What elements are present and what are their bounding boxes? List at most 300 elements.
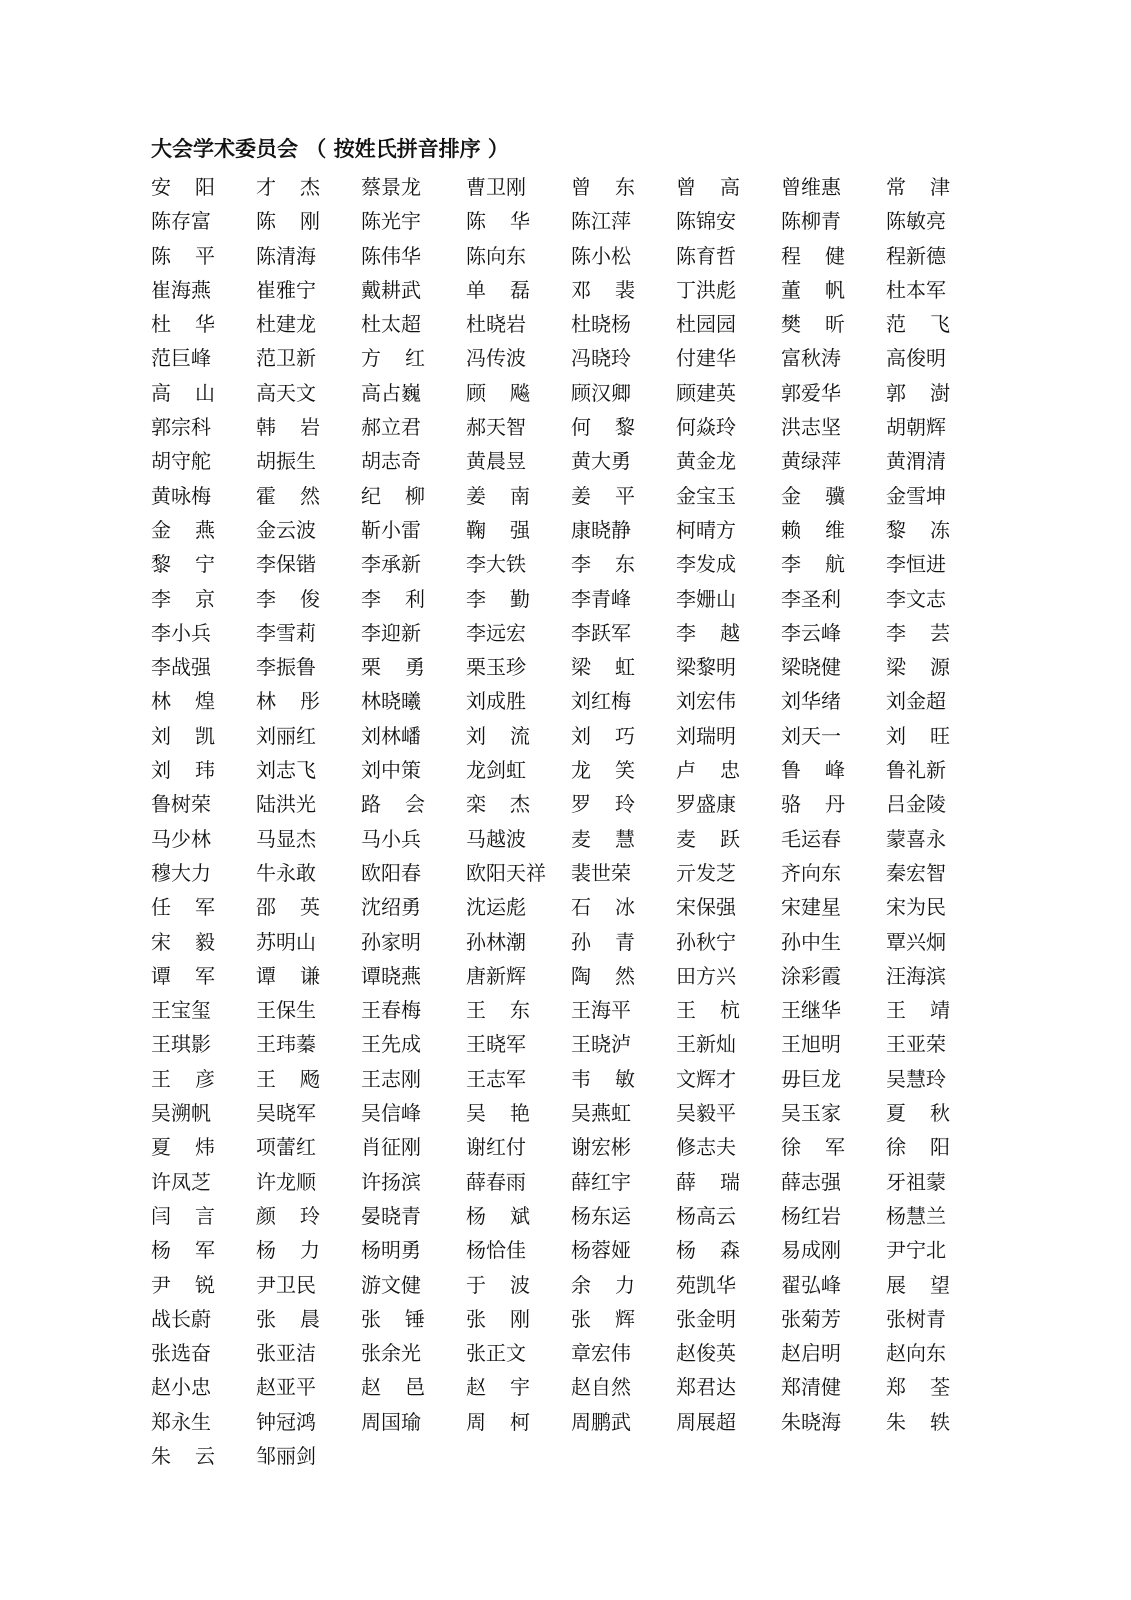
member-name: 龙剑虹 bbox=[466, 758, 526, 783]
member-name: 李跃军 bbox=[571, 620, 631, 645]
member-name: 李云峰 bbox=[781, 620, 841, 645]
member-name: 张 辉 bbox=[571, 1306, 635, 1331]
member-name: 周 柯 bbox=[466, 1409, 530, 1434]
member-name: 王旭明 bbox=[781, 1032, 841, 1057]
member-name: 王玮蓁 bbox=[256, 1032, 316, 1057]
member-name: 马少林 bbox=[151, 826, 211, 851]
member-name: 鞠 强 bbox=[466, 517, 530, 542]
member-name: 樊 昕 bbox=[781, 312, 845, 337]
member-name: 吴燕虹 bbox=[571, 1101, 631, 1126]
member-name: 杨 森 bbox=[676, 1238, 740, 1263]
member-name: 孙中生 bbox=[781, 929, 841, 954]
member-name: 覃兴炯 bbox=[886, 929, 946, 954]
member-name: 杜本军 bbox=[886, 277, 946, 302]
member-name: 鲁树荣 bbox=[151, 792, 211, 817]
member-name: 方 红 bbox=[361, 346, 425, 371]
member-name: 范巨峰 bbox=[151, 346, 211, 371]
member-name: 李保锴 bbox=[256, 552, 316, 577]
member-name: 吴信峰 bbox=[361, 1101, 421, 1126]
member-name: 周展超 bbox=[676, 1409, 736, 1434]
member-name: 尹宁北 bbox=[886, 1238, 946, 1263]
member-name: 展 望 bbox=[886, 1272, 950, 1297]
member-name: 李 京 bbox=[151, 586, 215, 611]
member-name: 尹 锐 bbox=[151, 1272, 215, 1297]
member-name: 曾维惠 bbox=[781, 175, 841, 199]
member-name: 游文健 bbox=[361, 1272, 421, 1297]
member-name: 朱晓海 bbox=[781, 1409, 841, 1434]
member-name: 吴溯帆 bbox=[151, 1101, 211, 1126]
member-name: 黄大勇 bbox=[571, 449, 631, 474]
member-name: 才 杰 bbox=[256, 175, 320, 199]
member-name: 张 刚 bbox=[466, 1306, 530, 1331]
member-name: 张树青 bbox=[886, 1306, 946, 1331]
member-name: 常 津 bbox=[886, 175, 950, 199]
member-name: 陈小松 bbox=[571, 243, 631, 268]
member-name: 李大铁 bbox=[466, 552, 526, 577]
member-name: 毋巨龙 bbox=[781, 1066, 841, 1091]
member-name: 杜晓岩 bbox=[466, 312, 526, 337]
member-name: 孙 青 bbox=[571, 929, 635, 954]
member-name: 陈锦安 bbox=[676, 209, 736, 234]
member-name: 陈江萍 bbox=[571, 209, 631, 234]
member-name: 战长蔚 bbox=[151, 1306, 211, 1331]
member-name: 李姗山 bbox=[676, 586, 736, 611]
member-name: 杨东运 bbox=[571, 1203, 631, 1228]
member-name: 林晓曦 bbox=[361, 689, 421, 714]
member-name: 姜 南 bbox=[466, 483, 530, 508]
member-name: 韦 敏 bbox=[571, 1066, 635, 1091]
member-name: 陈 平 bbox=[151, 243, 215, 268]
member-name: 高天文 bbox=[256, 380, 316, 405]
member-name: 王志军 bbox=[466, 1066, 526, 1091]
member-name: 张金明 bbox=[676, 1306, 736, 1331]
member-name: 刘 玮 bbox=[151, 758, 215, 783]
member-name: 高占巍 bbox=[361, 380, 421, 405]
member-name: 李发成 bbox=[676, 552, 736, 577]
member-name: 裴世荣 bbox=[571, 860, 631, 885]
member-name: 宋为民 bbox=[886, 895, 946, 920]
member-name: 薛红宇 bbox=[571, 1169, 631, 1194]
member-name: 郑清健 bbox=[781, 1375, 841, 1400]
member-name: 柯晴方 bbox=[676, 517, 736, 542]
member-name: 晏晓青 bbox=[361, 1203, 421, 1228]
member-name: 张 晨 bbox=[256, 1306, 320, 1331]
member-name: 胡振生 bbox=[256, 449, 316, 474]
member-name: 欧阳天祥 bbox=[466, 860, 546, 885]
member-name: 黄绿萍 bbox=[781, 449, 841, 474]
member-name: 金云波 bbox=[256, 517, 316, 542]
member-name: 刘志飞 bbox=[256, 758, 316, 783]
member-name: 梁 源 bbox=[886, 655, 950, 680]
member-name: 李振鲁 bbox=[256, 655, 316, 680]
member-name: 翟弘峰 bbox=[781, 1272, 841, 1297]
member-name: 朱 轶 bbox=[886, 1409, 950, 1434]
member-name: 路 会 bbox=[361, 792, 425, 817]
member-name: 梁黎明 bbox=[676, 655, 736, 680]
member-name: 杨恰佳 bbox=[466, 1238, 526, 1263]
member-name: 陈 华 bbox=[466, 209, 530, 234]
member-name: 刘 旺 bbox=[886, 723, 950, 748]
member-name: 吕金陵 bbox=[886, 792, 946, 817]
member-name: 宋 毅 bbox=[151, 929, 215, 954]
member-name: 张 锤 bbox=[361, 1306, 425, 1331]
member-name: 陈育哲 bbox=[676, 243, 736, 268]
member-name: 麦 慧 bbox=[571, 826, 635, 851]
member-name: 黄渭清 bbox=[886, 449, 946, 474]
member-name: 吴晓军 bbox=[256, 1101, 316, 1126]
member-name: 梁 虹 bbox=[571, 655, 635, 680]
member-name: 王志刚 bbox=[361, 1066, 421, 1091]
member-name: 邓 裴 bbox=[571, 277, 635, 302]
member-name: 李 勤 bbox=[466, 586, 530, 611]
member-name: 范卫新 bbox=[256, 346, 316, 371]
member-name: 王晓泸 bbox=[571, 1032, 631, 1057]
member-name: 杨蓉娅 bbox=[571, 1238, 631, 1263]
member-name: 陈敏亮 bbox=[886, 209, 946, 234]
member-name: 孙家明 bbox=[361, 929, 421, 954]
member-name: 郑 荃 bbox=[886, 1375, 950, 1400]
member-name: 陶 然 bbox=[571, 963, 635, 988]
member-name: 田方兴 bbox=[676, 963, 736, 988]
member-name: 许龙顺 bbox=[256, 1169, 316, 1194]
member-name: 吴毅平 bbox=[676, 1101, 736, 1126]
member-name: 林 煌 bbox=[151, 689, 215, 714]
member-name: 王保生 bbox=[256, 998, 316, 1023]
member-name: 范 飞 bbox=[886, 312, 950, 337]
member-name: 刘瑞明 bbox=[676, 723, 736, 748]
member-name: 刘天一 bbox=[781, 723, 841, 748]
member-name: 龙 笑 bbox=[571, 758, 635, 783]
member-name: 苑凯华 bbox=[676, 1272, 736, 1297]
member-name: 吴玉家 bbox=[781, 1101, 841, 1126]
member-name: 金 燕 bbox=[151, 517, 215, 542]
member-name: 李小兵 bbox=[151, 620, 211, 645]
member-name: 陈光宇 bbox=[361, 209, 421, 234]
member-name: 王春梅 bbox=[361, 998, 421, 1023]
member-name: 陆洪光 bbox=[256, 792, 316, 817]
member-name: 沈绍勇 bbox=[361, 895, 421, 920]
member-name: 欧阳春 bbox=[361, 860, 421, 885]
member-name: 黄晨昱 bbox=[466, 449, 526, 474]
committee-title: 大会学术委员会 （ 按姓氏拼音排序 ） bbox=[151, 137, 509, 161]
member-name: 王 靖 bbox=[886, 998, 950, 1023]
member-name: 易成刚 bbox=[781, 1238, 841, 1263]
member-name: 穆大力 bbox=[151, 860, 211, 885]
member-name: 修志夫 bbox=[676, 1135, 736, 1160]
member-name: 杨 军 bbox=[151, 1238, 215, 1263]
member-name: 谢宏彬 bbox=[571, 1135, 631, 1160]
member-name: 靳小雷 bbox=[361, 517, 421, 542]
member-name: 卢 忠 bbox=[676, 758, 740, 783]
member-name: 李圣利 bbox=[781, 586, 841, 611]
member-name: 霍 然 bbox=[256, 483, 320, 508]
member-name: 张余光 bbox=[361, 1341, 421, 1366]
member-name: 杜太超 bbox=[361, 312, 421, 337]
member-name: 徐 军 bbox=[781, 1135, 845, 1160]
member-name: 孙林潮 bbox=[466, 929, 526, 954]
member-name: 胡守舵 bbox=[151, 449, 211, 474]
member-name: 崔海燕 bbox=[151, 277, 211, 302]
member-name: 宋建星 bbox=[781, 895, 841, 920]
member-name: 牛永敢 bbox=[256, 860, 316, 885]
member-name: 郝立君 bbox=[361, 415, 421, 440]
member-name: 王 东 bbox=[466, 998, 530, 1023]
member-name: 姜 平 bbox=[571, 483, 635, 508]
member-name: 石 冰 bbox=[571, 895, 635, 920]
member-name: 夏 秋 bbox=[886, 1101, 950, 1126]
member-name: 韩 岩 bbox=[256, 415, 320, 440]
member-name-grid bbox=[151, 170, 991, 1473]
member-name: 程新德 bbox=[886, 243, 946, 268]
member-name: 王继华 bbox=[781, 998, 841, 1023]
member-name: 章宏伟 bbox=[571, 1341, 631, 1366]
member-name: 顾建英 bbox=[676, 380, 736, 405]
member-name: 郑君达 bbox=[676, 1375, 736, 1400]
member-name: 任 军 bbox=[151, 895, 215, 920]
member-name: 罗 玲 bbox=[571, 792, 635, 817]
member-name: 鲁 峰 bbox=[781, 758, 845, 783]
member-name: 唐新辉 bbox=[466, 963, 526, 988]
member-name: 孙秋宁 bbox=[676, 929, 736, 954]
member-name: 金宝玉 bbox=[676, 483, 736, 508]
member-name: 牙祖蒙 bbox=[886, 1169, 946, 1194]
member-name: 杨 斌 bbox=[466, 1203, 530, 1228]
member-name: 赵俊英 bbox=[676, 1341, 736, 1366]
member-name: 顾 飚 bbox=[466, 380, 530, 405]
member-name: 李青峰 bbox=[571, 586, 631, 611]
member-name: 刘华绪 bbox=[781, 689, 841, 714]
member-name: 徐 阳 bbox=[886, 1135, 950, 1160]
member-name: 栗 勇 bbox=[361, 655, 425, 680]
member-name: 李迎新 bbox=[361, 620, 421, 645]
member-name: 李 芸 bbox=[886, 620, 950, 645]
member-name: 谭晓燕 bbox=[361, 963, 421, 988]
member-name: 黎 宁 bbox=[151, 552, 215, 577]
member-name: 文辉才 bbox=[676, 1066, 736, 1091]
member-name: 曾 高 bbox=[676, 175, 740, 199]
member-name: 栾 杰 bbox=[466, 792, 530, 817]
member-name: 杨红岩 bbox=[781, 1203, 841, 1228]
member-name: 洪志坚 bbox=[781, 415, 841, 440]
member-name: 高俊明 bbox=[886, 346, 946, 371]
member-name: 刘林嶓 bbox=[361, 723, 421, 748]
member-name: 王亚荣 bbox=[886, 1032, 946, 1057]
member-name: 郑永生 bbox=[151, 1409, 211, 1434]
member-name: 林 彤 bbox=[256, 689, 320, 714]
member-name: 何焱玲 bbox=[676, 415, 736, 440]
member-name: 郭 澍 bbox=[886, 380, 950, 405]
member-name: 李 越 bbox=[676, 620, 740, 645]
member-name: 汪海滨 bbox=[886, 963, 946, 988]
member-name: 薛志强 bbox=[781, 1169, 841, 1194]
member-name: 栗玉珍 bbox=[466, 655, 526, 680]
member-name: 刘金超 bbox=[886, 689, 946, 714]
member-name: 崔雅宁 bbox=[256, 277, 316, 302]
member-name: 项蕾红 bbox=[256, 1135, 316, 1160]
member-name: 朱 云 bbox=[151, 1443, 215, 1468]
member-name: 涂彩霞 bbox=[781, 963, 841, 988]
member-name: 刘中策 bbox=[361, 758, 421, 783]
member-name: 李战强 bbox=[151, 655, 211, 680]
member-name: 谢红付 bbox=[466, 1135, 526, 1160]
member-name: 丁洪彪 bbox=[676, 277, 736, 302]
member-name: 马越波 bbox=[466, 826, 526, 851]
member-name: 秦宏智 bbox=[886, 860, 946, 885]
member-name: 单 磊 bbox=[466, 277, 530, 302]
member-name: 刘 流 bbox=[466, 723, 530, 748]
member-name: 赵 宇 bbox=[466, 1375, 530, 1400]
member-name: 胡志奇 bbox=[361, 449, 421, 474]
member-name: 尹卫民 bbox=[256, 1272, 316, 1297]
member-name: 王 飏 bbox=[256, 1066, 320, 1091]
member-name: 李 俊 bbox=[256, 586, 320, 611]
member-name: 赵启明 bbox=[781, 1341, 841, 1366]
member-name: 许凤芝 bbox=[151, 1169, 211, 1194]
member-name: 程 健 bbox=[781, 243, 845, 268]
member-name: 黄咏梅 bbox=[151, 483, 211, 508]
member-name: 赵小忠 bbox=[151, 1375, 211, 1400]
member-name: 赵自然 bbox=[571, 1375, 631, 1400]
member-name: 王先成 bbox=[361, 1032, 421, 1057]
member-name: 李 利 bbox=[361, 586, 425, 611]
member-name: 纪 柳 bbox=[361, 483, 425, 508]
member-name: 薛春雨 bbox=[466, 1169, 526, 1194]
member-name: 张正文 bbox=[466, 1341, 526, 1366]
member-name: 黎 冻 bbox=[886, 517, 950, 542]
member-name: 钟冠鸿 bbox=[256, 1409, 316, 1434]
member-name: 马显杰 bbox=[256, 826, 316, 851]
member-name: 王海平 bbox=[571, 998, 631, 1023]
member-name: 蔡景龙 bbox=[361, 175, 421, 199]
member-name: 冯晓玲 bbox=[571, 346, 631, 371]
member-name: 刘 巧 bbox=[571, 723, 635, 748]
member-name: 付建华 bbox=[676, 346, 736, 371]
member-name: 闫 言 bbox=[151, 1203, 215, 1228]
member-name: 杨高云 bbox=[676, 1203, 736, 1228]
member-name: 李文志 bbox=[886, 586, 946, 611]
member-name: 赵向东 bbox=[886, 1341, 946, 1366]
member-name: 齐向东 bbox=[781, 860, 841, 885]
member-name: 陈清海 bbox=[256, 243, 316, 268]
member-name: 毛运春 bbox=[781, 826, 841, 851]
member-name: 宋保强 bbox=[676, 895, 736, 920]
member-name: 杜园园 bbox=[676, 312, 736, 337]
member-name: 刘丽红 bbox=[256, 723, 316, 748]
member-name: 谭 谦 bbox=[256, 963, 320, 988]
member-name: 王 杭 bbox=[676, 998, 740, 1023]
member-name: 董 帆 bbox=[781, 277, 845, 302]
member-name: 杨明勇 bbox=[361, 1238, 421, 1263]
member-name: 冯传波 bbox=[466, 346, 526, 371]
member-name: 鲁礼新 bbox=[886, 758, 946, 783]
member-name: 赖 维 bbox=[781, 517, 845, 542]
member-name: 张菊芳 bbox=[781, 1306, 841, 1331]
member-name: 陈存富 bbox=[151, 209, 211, 234]
member-name: 何 黎 bbox=[571, 415, 635, 440]
member-name: 杜 华 bbox=[151, 312, 215, 337]
member-name: 张选奋 bbox=[151, 1341, 211, 1366]
member-name: 杨慧兰 bbox=[886, 1203, 946, 1228]
member-name: 郭宗科 bbox=[151, 415, 211, 440]
member-name: 谭 军 bbox=[151, 963, 215, 988]
member-name: 邹丽剑 bbox=[256, 1443, 316, 1468]
member-name: 李 航 bbox=[781, 552, 845, 577]
member-name: 顾汉卿 bbox=[571, 380, 631, 405]
member-name: 麦 跃 bbox=[676, 826, 740, 851]
member-name: 张亚洁 bbox=[256, 1341, 316, 1366]
member-name: 于 波 bbox=[466, 1272, 530, 1297]
member-name: 苏明山 bbox=[256, 929, 316, 954]
member-name: 马小兵 bbox=[361, 826, 421, 851]
member-name: 沈运彪 bbox=[466, 895, 526, 920]
member-name: 富秋涛 bbox=[781, 346, 841, 371]
member-name: 赵亚平 bbox=[256, 1375, 316, 1400]
member-name: 康晓静 bbox=[571, 517, 631, 542]
member-name: 李恒进 bbox=[886, 552, 946, 577]
member-name: 杨 力 bbox=[256, 1238, 320, 1263]
member-name: 陈 刚 bbox=[256, 209, 320, 234]
member-name: 刘 凯 bbox=[151, 723, 215, 748]
member-name: 陈柳青 bbox=[781, 209, 841, 234]
member-name: 高 山 bbox=[151, 380, 215, 405]
member-name: 王新灿 bbox=[676, 1032, 736, 1057]
member-name: 刘成胜 bbox=[466, 689, 526, 714]
member-name: 曾 东 bbox=[571, 175, 635, 199]
member-name: 刘宏伟 bbox=[676, 689, 736, 714]
member-name: 梁晓健 bbox=[781, 655, 841, 680]
member-name: 李远宏 bbox=[466, 620, 526, 645]
member-name: 杜晓杨 bbox=[571, 312, 631, 337]
member-name: 吴慧玲 bbox=[886, 1066, 946, 1091]
member-name: 李承新 bbox=[361, 552, 421, 577]
member-name: 陈伟华 bbox=[361, 243, 421, 268]
member-name: 薛 瑞 bbox=[676, 1169, 740, 1194]
member-name: 骆 丹 bbox=[781, 792, 845, 817]
member-name: 周鹏武 bbox=[571, 1409, 631, 1434]
member-name: 曹卫刚 bbox=[466, 175, 526, 199]
member-name: 夏 炜 bbox=[151, 1135, 215, 1160]
member-name: 杜建龙 bbox=[256, 312, 316, 337]
member-name: 王 彦 bbox=[151, 1066, 215, 1091]
member-name: 金 骥 bbox=[781, 483, 845, 508]
member-name: 安 阳 bbox=[151, 175, 215, 199]
member-name: 胡朝辉 bbox=[886, 415, 946, 440]
member-name: 郭爱华 bbox=[781, 380, 841, 405]
member-name: 周国瑜 bbox=[361, 1409, 421, 1434]
member-name: 亓发芝 bbox=[676, 860, 736, 885]
member-name: 陈向东 bbox=[466, 243, 526, 268]
member-name: 许扬滨 bbox=[361, 1169, 421, 1194]
member-name: 李雪莉 bbox=[256, 620, 316, 645]
member-name: 赵 邑 bbox=[361, 1375, 425, 1400]
member-name: 颜 玲 bbox=[256, 1203, 320, 1228]
member-name: 郝天智 bbox=[466, 415, 526, 440]
member-name: 蒙喜永 bbox=[886, 826, 946, 851]
member-name: 王晓军 bbox=[466, 1032, 526, 1057]
member-name: 邵 英 bbox=[256, 895, 320, 920]
member-name: 金雪坤 bbox=[886, 483, 946, 508]
member-name: 王宝玺 bbox=[151, 998, 211, 1023]
member-name: 刘红梅 bbox=[571, 689, 631, 714]
member-name: 戴耕武 bbox=[361, 277, 421, 302]
member-name: 肖征刚 bbox=[361, 1135, 421, 1160]
member-name: 王琪影 bbox=[151, 1032, 211, 1057]
member-name: 吴 艳 bbox=[466, 1101, 530, 1126]
member-name: 黄金龙 bbox=[676, 449, 736, 474]
member-name: 罗盛康 bbox=[676, 792, 736, 817]
member-name: 余 力 bbox=[571, 1272, 635, 1297]
member-name: 李 东 bbox=[571, 552, 635, 577]
